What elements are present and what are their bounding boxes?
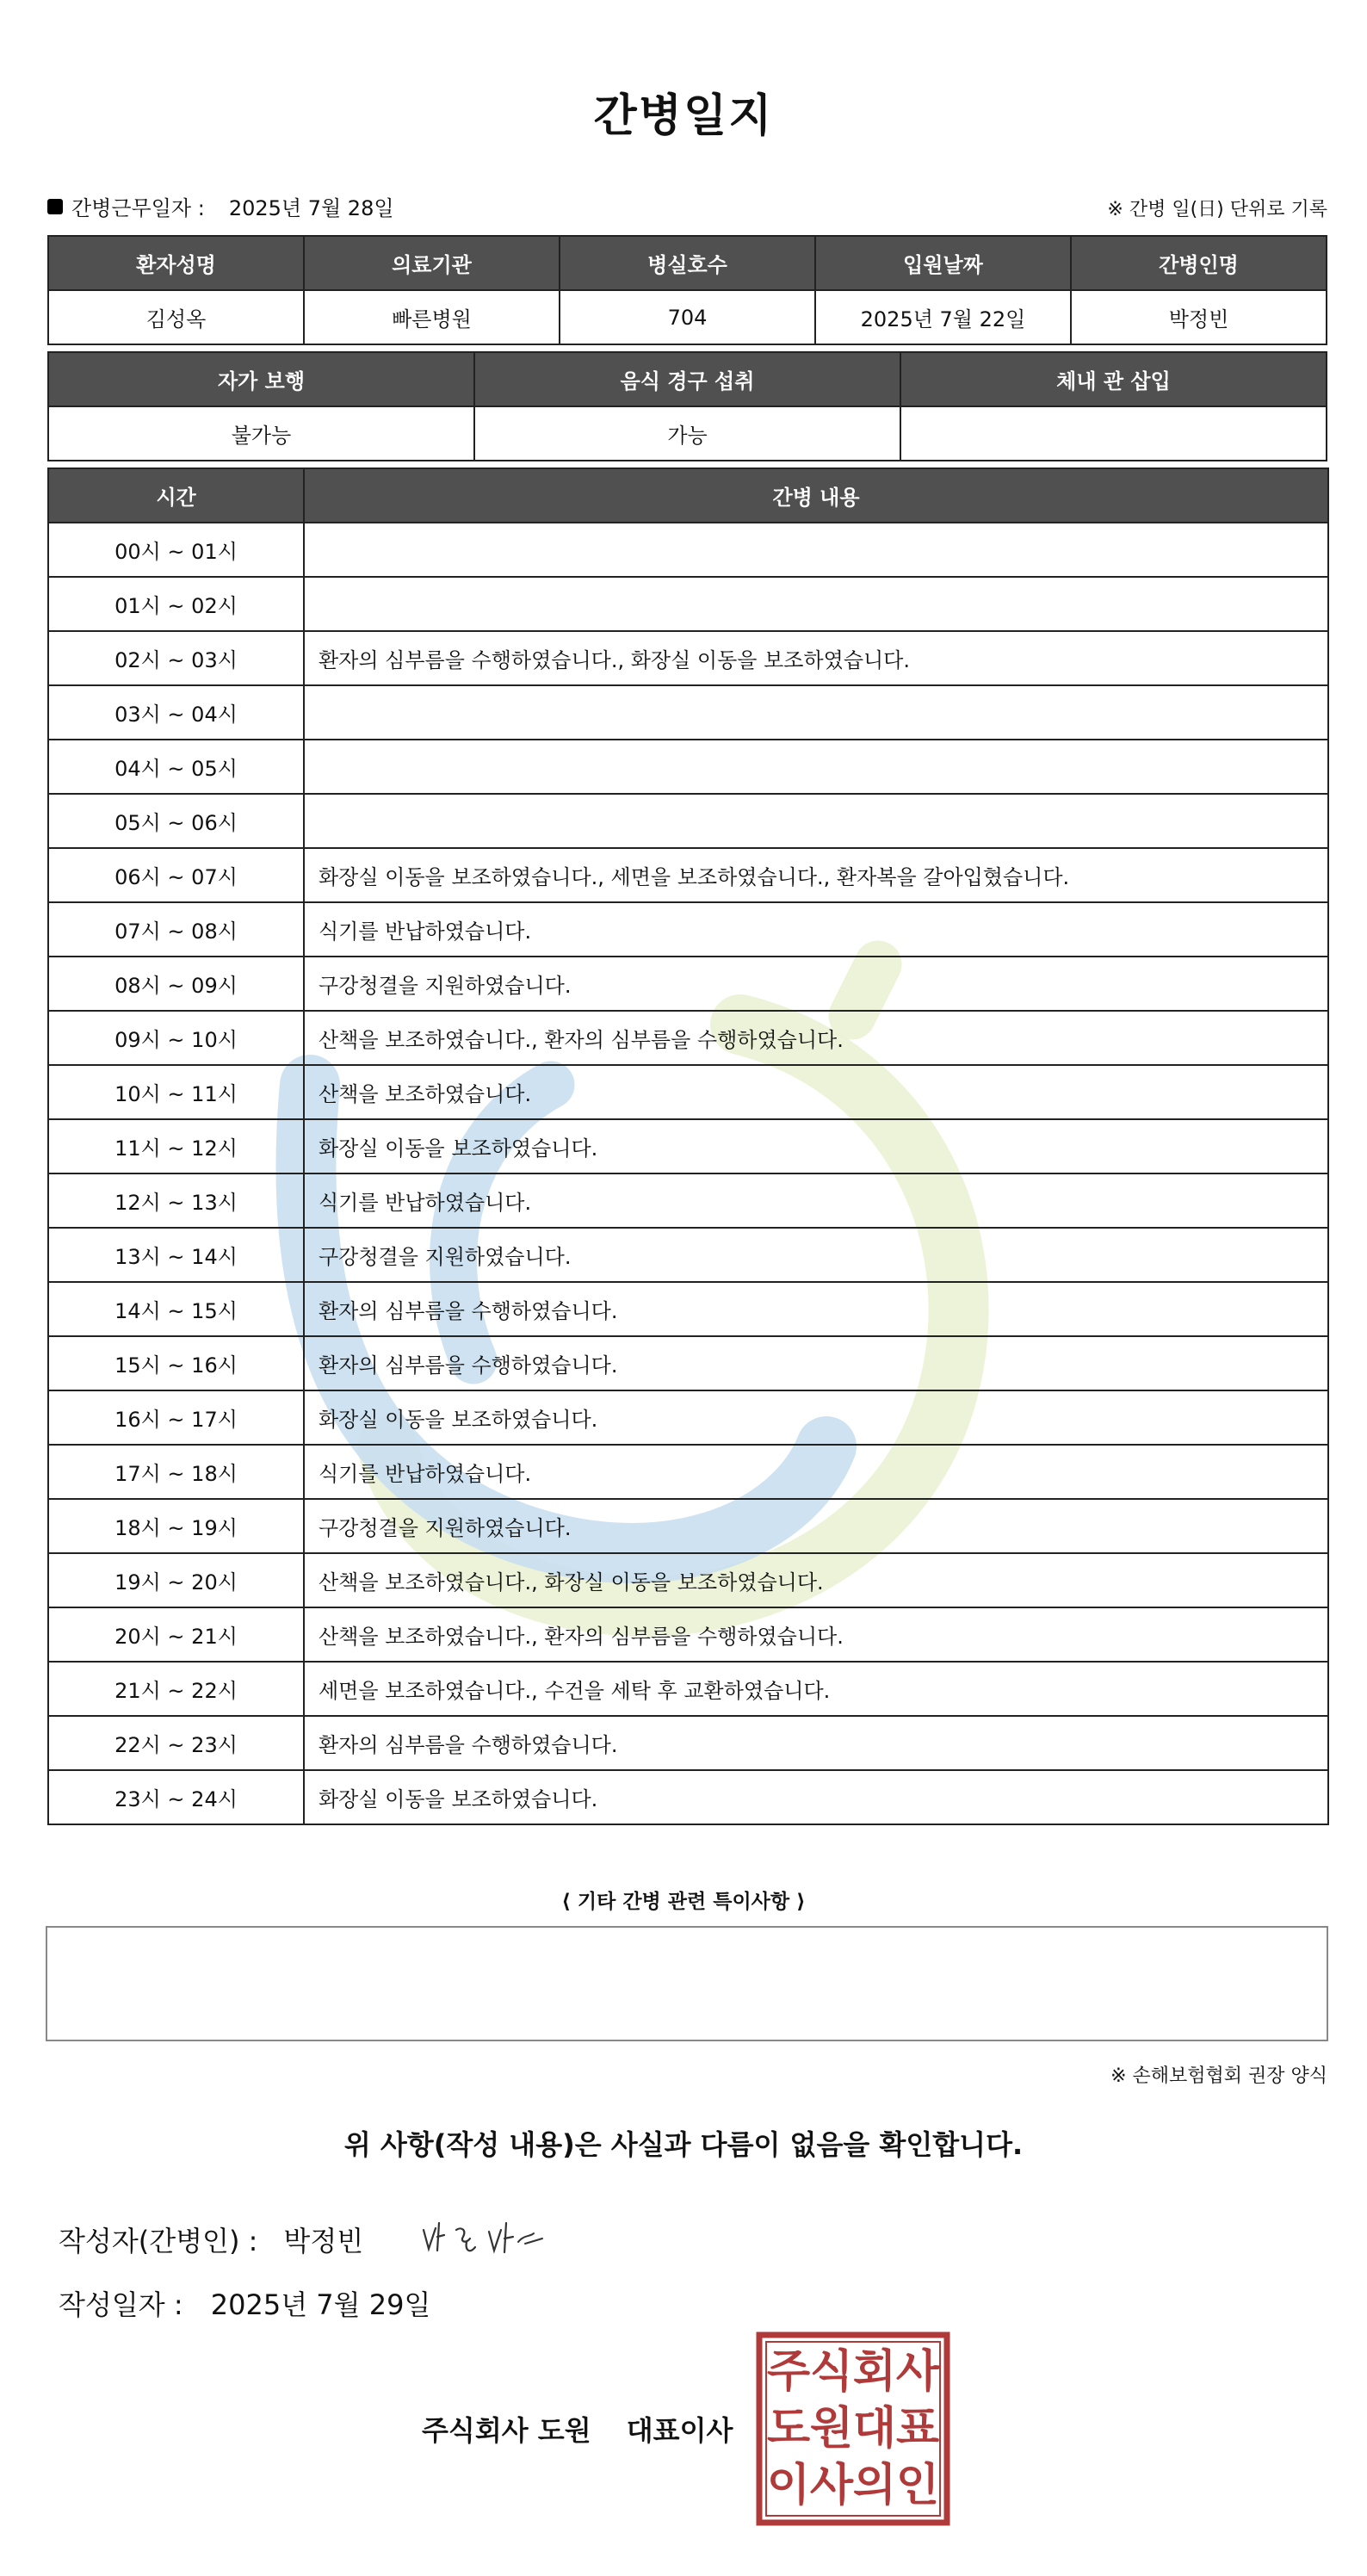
admission-date: 2025년 7월 22일 [815, 290, 1071, 344]
table-row [48, 1390, 1328, 1445]
table-row [48, 1662, 1328, 1716]
writer-label: 작성자(간병인) : [59, 2225, 258, 2257]
remarks-title: ⟨ 기타 간병 관련 특이사항 ⟩ [561, 1891, 806, 1913]
content-cell: 식기를 반납하였습니다. [304, 902, 1328, 957]
seal-char: 이 [766, 2460, 811, 2511]
writer-line [59, 2220, 363, 2259]
table-row [48, 1119, 1328, 1173]
seal-char: 대 [852, 2403, 897, 2455]
content-cell [304, 740, 1328, 794]
time-cell: 13시 ~ 14시 [48, 1228, 304, 1282]
seal-char: 사 [895, 2346, 940, 2398]
content-cell: 산책을 보조하였습니다., 환자의 심부름을 수행하였습니다. [304, 1607, 1328, 1662]
write-date [59, 2283, 430, 2323]
time-cell: 12시 ~ 13시 [48, 1173, 304, 1228]
time-cell: 07시 ~ 08시 [48, 902, 304, 957]
oral-intake-status: 가능 [474, 406, 900, 461]
content-cell: 화장실 이동을 보조하였습니다. [304, 1390, 1328, 1445]
table-row [48, 1607, 1328, 1662]
form-note: ※ 손해보험협회 권장 양식 [1110, 2065, 1327, 2087]
time-cell: 21시 ~ 22시 [48, 1662, 304, 1716]
content-cell: 환자의 심부름을 수행하였습니다., 화장실 이동을 보조하였습니다. [304, 631, 1328, 685]
unit-note: ※ 간병 일(日) 단위로 기록 [1107, 199, 1327, 220]
content-cell: 세면을 보조하였습니다., 수건을 세탁 후 교환하였습니다. [304, 1662, 1328, 1716]
content-cell [304, 577, 1328, 631]
page-title: 간병일지 [593, 90, 774, 142]
table-row [48, 1770, 1328, 1824]
header-care-content: 간병 내용 [304, 468, 1328, 523]
hospital-name: 빠른병원 [304, 290, 560, 344]
time-cell: 20시 ~ 21시 [48, 1607, 304, 1662]
table-row [48, 685, 1328, 740]
table-row [48, 1336, 1328, 1390]
seal-char: 표 [895, 2403, 940, 2455]
table-row [48, 1445, 1328, 1499]
patient-name: 김성옥 [48, 290, 304, 344]
header-time: 시간 [48, 468, 304, 523]
time-cell: 01시 ~ 02시 [48, 577, 304, 631]
header-oral-intake: 음식 경구 섭취 [474, 352, 900, 406]
content-cell: 환자의 심부름을 수행하였습니다. [304, 1336, 1328, 1390]
seal-char: 인 [895, 2460, 940, 2511]
table-row [48, 1065, 1328, 1119]
content-cell [304, 794, 1328, 848]
time-cell: 06시 ~ 07시 [48, 848, 304, 902]
handwritten-signature [417, 2204, 554, 2273]
content-cell: 환자의 심부름을 수행하였습니다. [304, 1716, 1328, 1770]
write-date-value: 2025년 7월 29일 [210, 2288, 431, 2321]
header-room: 병실호수 [560, 236, 815, 290]
time-cell: 08시 ~ 09시 [48, 957, 304, 1011]
write-date-label: 작성일자 : [59, 2288, 183, 2321]
table-row [48, 1282, 1328, 1336]
header-tube-insertion: 체내 관 삽입 [900, 352, 1327, 406]
content-cell [304, 523, 1328, 577]
table-row [48, 1173, 1328, 1228]
seal-char: 원 [809, 2403, 854, 2455]
header-walking: 자가 보행 [48, 352, 474, 406]
time-cell: 14시 ~ 15시 [48, 1282, 304, 1336]
table-row [48, 740, 1328, 794]
time-cell: 15시 ~ 16시 [48, 1336, 304, 1390]
table-row [48, 1499, 1328, 1553]
header-admission-date: 입원날짜 [815, 236, 1071, 290]
time-cell: 11시 ~ 12시 [48, 1119, 304, 1173]
company-title: 대표이사 [626, 2414, 733, 2447]
time-cell: 23시 ~ 24시 [48, 1770, 304, 1824]
table-row [48, 1716, 1328, 1770]
seal-char: 주 [766, 2346, 811, 2398]
time-cell: 18시 ~ 19시 [48, 1499, 304, 1553]
time-cell: 19시 ~ 20시 [48, 1553, 304, 1607]
content-cell: 구강청결을 지원하였습니다. [304, 1228, 1328, 1282]
table-row [48, 1228, 1328, 1282]
work-date-label: 간병근무일자 : [71, 196, 205, 220]
content-cell: 산책을 보조하였습니다., 환자의 심부름을 수행하였습니다. [304, 1011, 1328, 1065]
company-signature-line [422, 2409, 733, 2449]
content-cell: 환자의 심부름을 수행하였습니다. [304, 1282, 1328, 1336]
header-patient-name: 환자성명 [48, 236, 304, 290]
content-cell: 화장실 이동을 보조하였습니다. [304, 1119, 1328, 1173]
time-cell: 10시 ~ 11시 [48, 1065, 304, 1119]
writer-name: 박정빈 [283, 2225, 364, 2257]
time-cell: 04시 ~ 05시 [48, 740, 304, 794]
work-date [47, 191, 394, 221]
time-cell: 02시 ~ 03시 [48, 631, 304, 685]
table-row [48, 957, 1328, 1011]
company-seal [756, 2331, 950, 2526]
content-cell: 화장실 이동을 보조하였습니다. [304, 1770, 1328, 1824]
tube-insertion-status [900, 406, 1327, 461]
remarks-box [46, 1926, 1328, 2041]
header-caregiver: 간병인명 [1071, 236, 1327, 290]
time-cell: 03시 ~ 04시 [48, 685, 304, 740]
time-cell: 09시 ~ 10시 [48, 1011, 304, 1065]
table-row [48, 902, 1328, 957]
table-row [48, 631, 1328, 685]
confirmation-statement: 위 사항(작성 내용)은 사실과 다름이 없음을 확인합니다. [343, 2128, 1024, 2161]
table-row [48, 523, 1328, 577]
seal-char: 식 [809, 2346, 854, 2398]
bullet-square-icon [47, 199, 63, 214]
time-cell: 05시 ~ 06시 [48, 794, 304, 848]
seal-char: 도 [766, 2403, 811, 2455]
content-cell: 구강청결을 지원하였습니다. [304, 1499, 1328, 1553]
content-cell: 산책을 보조하였습니다. [304, 1065, 1328, 1119]
seal-char: 사 [809, 2460, 854, 2511]
header-hospital: 의료기관 [304, 236, 560, 290]
walking-status: 불가능 [48, 406, 474, 461]
time-cell: 17시 ~ 18시 [48, 1445, 304, 1499]
care-log-table [47, 468, 1329, 1825]
content-cell: 식기를 반납하였습니다. [304, 1445, 1328, 1499]
work-date-value: 2025년 7월 28일 [228, 196, 394, 220]
content-cell: 산책을 보조하였습니다., 화장실 이동을 보조하였습니다. [304, 1553, 1328, 1607]
caregiver-name: 박정빈 [1071, 290, 1327, 344]
table-row [48, 1553, 1328, 1607]
content-cell [304, 685, 1328, 740]
content-cell: 식기를 반납하였습니다. [304, 1173, 1328, 1228]
table-row [48, 1011, 1328, 1065]
table-row [48, 577, 1328, 631]
time-cell: 22시 ~ 23시 [48, 1716, 304, 1770]
seal-char: 의 [852, 2460, 897, 2511]
time-cell: 16시 ~ 17시 [48, 1390, 304, 1445]
patient-status-table [47, 351, 1327, 461]
table-row [48, 848, 1328, 902]
company-name: 주식회사 도원 [422, 2414, 591, 2447]
table-row [48, 794, 1328, 848]
room-number: 704 [560, 290, 815, 344]
content-cell: 화장실 이동을 보조하였습니다., 세면을 보조하였습니다., 환자복을 갈아입혔습니다. [304, 848, 1328, 902]
seal-char: 회 [852, 2346, 897, 2398]
patient-info-table [47, 235, 1327, 345]
content-cell: 구강청결을 지원하였습니다. [304, 957, 1328, 1011]
time-cell: 00시 ~ 01시 [48, 523, 304, 577]
